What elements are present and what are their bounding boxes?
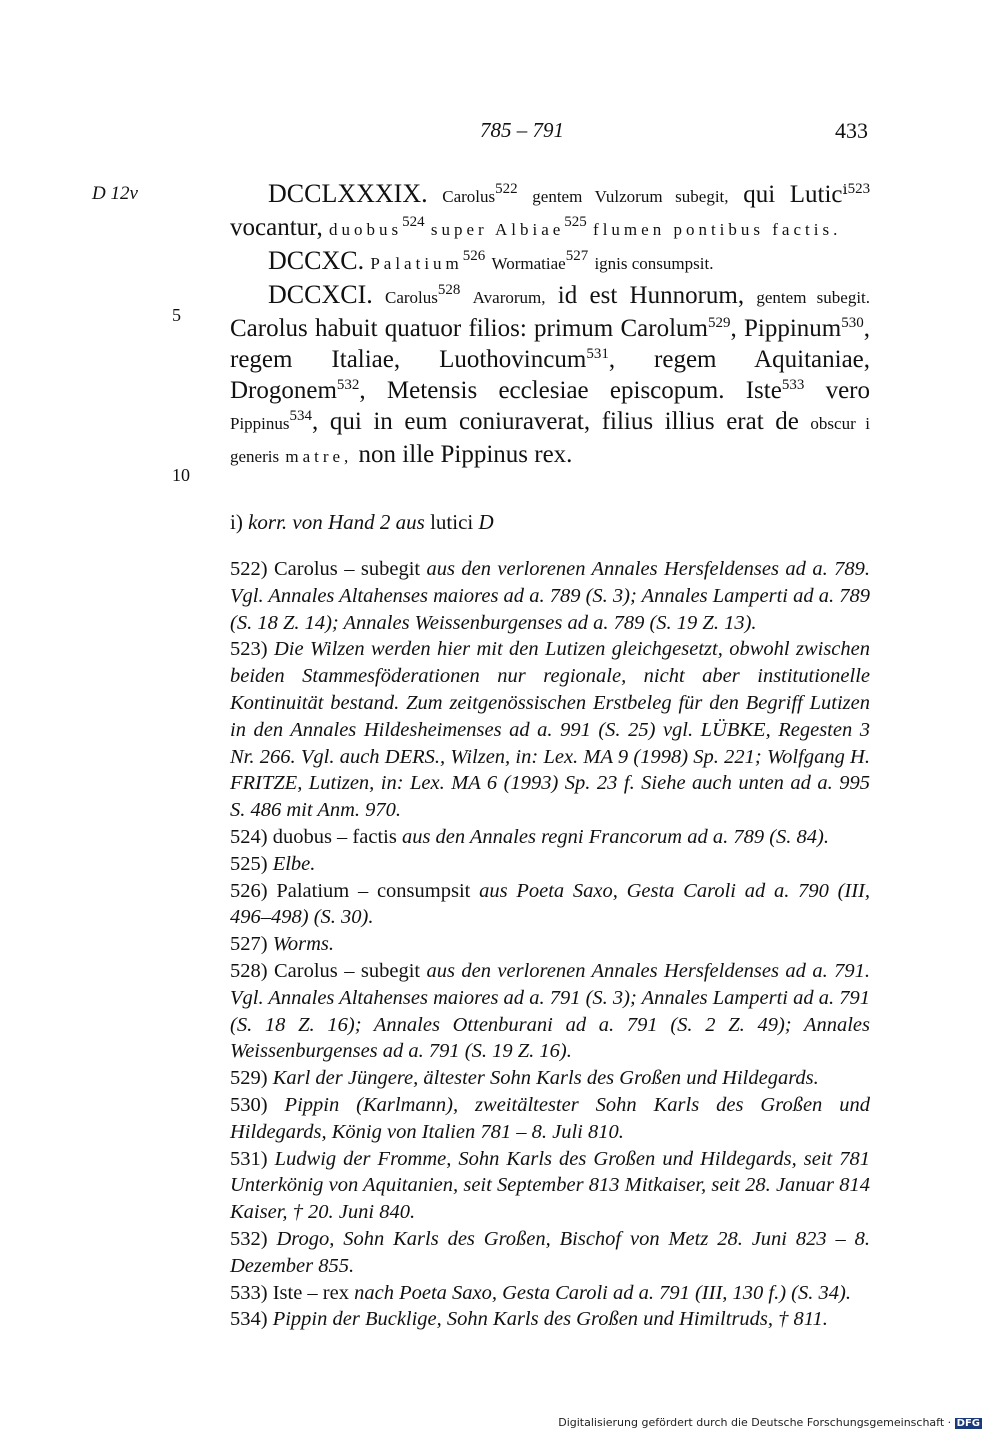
note-ref: 531: [586, 346, 609, 362]
footnotes: [230, 556, 870, 1333]
year-heading: DCCXCI.: [268, 280, 373, 309]
year-heading: DCCXC.: [268, 246, 365, 275]
note-ref: 534: [289, 408, 313, 424]
note-ref: 526: [462, 248, 486, 264]
note-ref: 528: [437, 282, 461, 298]
page-number: 433: [835, 118, 868, 143]
footnote: 529) Karl der Jüngere, ältester Sohn Karls des Großen und Hildegards.: [230, 1067, 819, 1090]
footnote: 524) duobus – factis aus den Annales regni Francorum ad a. 789 (S. 84).: [230, 825, 829, 848]
critical-apparatus-note: i) korr. von Hand 2 aus lutici D: [230, 510, 494, 534]
footer-text: Digitalisierung gefördert durch die Deutsche Forschungsgemeinschaft ·: [558, 1416, 952, 1429]
footnote: 525) Elbe.: [230, 852, 316, 875]
note-ref: 533: [781, 377, 805, 393]
note-ref: 522: [495, 181, 518, 197]
footnote: 527) Worms.: [230, 933, 335, 956]
note-ref: 525: [564, 214, 587, 230]
main-text: [230, 178, 870, 472]
entry-789: DCCLXXXIX. Carolus$^{522}$ gentem Vulzorum subegit, qui Luticⁱ$^{523}$ vocantur, duobus$^{524}$ super Albiae$^{525}$ flumen pontibus factis.: [230, 179, 871, 241]
footnote: 523) Die Wilzen werden hier mit den Lutizen gleichgesetzt, obwohl zwischen beiden Stammesföderationen nur regionale, nicht aber institutionelle Kontinuität bestand. Zum zeitgenössischen Erstbeleg für den Begriff Lutizen in den Annales Hildesheimenses ad a. 991 (S. 25) vgl. LÜBKE, Regesten 3 Nr. 266. Vgl. auch DERS., Wilzen, in: Lex. MA 9 (1998) Sp. 221; Wolfgang H. FRITZE, Lutizen, in: Lex. MA 6 (1993) Sp. 23 f. Siehe auch unten ad a. 995 S. 486 mit Anm. 970.: [230, 638, 871, 822]
dfg-logo: DFG: [956, 1418, 980, 1429]
note-ref: 529: [707, 315, 731, 331]
line-number-5: 5: [172, 305, 181, 325]
note-ref: 524: [402, 214, 425, 230]
footnote: 532) Drogo, Sohn Karls des Großen, Bischof von Metz 28. Juni 823 – 8. Dezember 855.: [230, 1227, 871, 1277]
note-ref: 532: [336, 377, 360, 393]
footnote: 534) Pippin der Bucklige, Sohn Karls des Großen und Himiltruds, † 811.: [230, 1308, 828, 1331]
running-header: [0, 118, 1000, 148]
note-ref: 527: [565, 248, 589, 264]
margin-signature: D 12v: [92, 183, 138, 204]
footnote: 522) Carolus – subegit aus den verlorenen Annales Hersfeldenses ad a. 789. Vgl. Annales Altahenses maiores ad a. 789 (S. 3); Annales Lamperti ad a. 789 (S. 18 Z. 14); Annales Weissenburgenses ad a. 789 (S. 19 Z. 13).: [230, 558, 870, 634]
footnote: 533) Iste – rex nach Poeta Saxo, Gesta Caroli ad a. 791 (III, 130 f.) (S. 34).: [230, 1281, 851, 1304]
note-ref: 523: [847, 181, 871, 197]
footnote: 526) Palatium – consumpsit aus Poeta Saxo, Gesta Caroli ad a. 790 (III, 496–498) (S. 30).: [230, 879, 870, 929]
note-ref: 530: [841, 315, 864, 331]
footnote: 528) Carolus – subegit aus den verlorenen Annales Hersfeldenses ad a. 791. Vgl. Annales Altahenses maiores ad a. 791 (S. 3); Annales Lamperti ad a. 791 (S. 18 Z. 16); Annales Ottenburani ad a. 791 (S. 2 Z. 49); Annales Weissenburgenses ad a. 791 (S. 19 Z. 16).: [230, 959, 870, 1063]
running-title: 785 – 791: [480, 118, 564, 142]
entry-791: DCCXCI. Carolus$^{528}$ Avarorum, id est Hunnorum, gentem subegit. Carolus habuit quatuor filios: primum Carolum$^{529}$, Pippinum$^{530}$, regem Italiae, Luothovincum$^{531}$, regem Aquitaniae, Drogonem$^{532}$, Metensis ecclesiae episcopum. Iste$^{533}$ vero Pippinus$^{534}$, qui in eum coniuraverat, filius illius erat de obscur i generis matre, non ille Pippinus rex.: [230, 280, 871, 468]
entry-790: DCCXC. Palatium$^{526}$ Wormatiae$^{527}$ ignis consumpsit.: [268, 246, 714, 275]
line-number-10: 10: [172, 465, 190, 485]
footnote: 530) Pippin (Karlmann), zweitältester Sohn Karls des Großen und Hildegards, König von Italien 781 – 8. Juli 810.: [230, 1093, 871, 1143]
year-heading: DCCLXXXIX.: [268, 179, 428, 208]
footnote: 531) Ludwig der Fromme, Sohn Karls des Großen und Hildegards, seit 781 Unterkönig von Aquitanien, seit September 813 Mitkaiser, seit 28. Januar 814 Kaiser, † 20. Juni 840.: [230, 1147, 871, 1224]
dfg-footer: [558, 1416, 982, 1429]
